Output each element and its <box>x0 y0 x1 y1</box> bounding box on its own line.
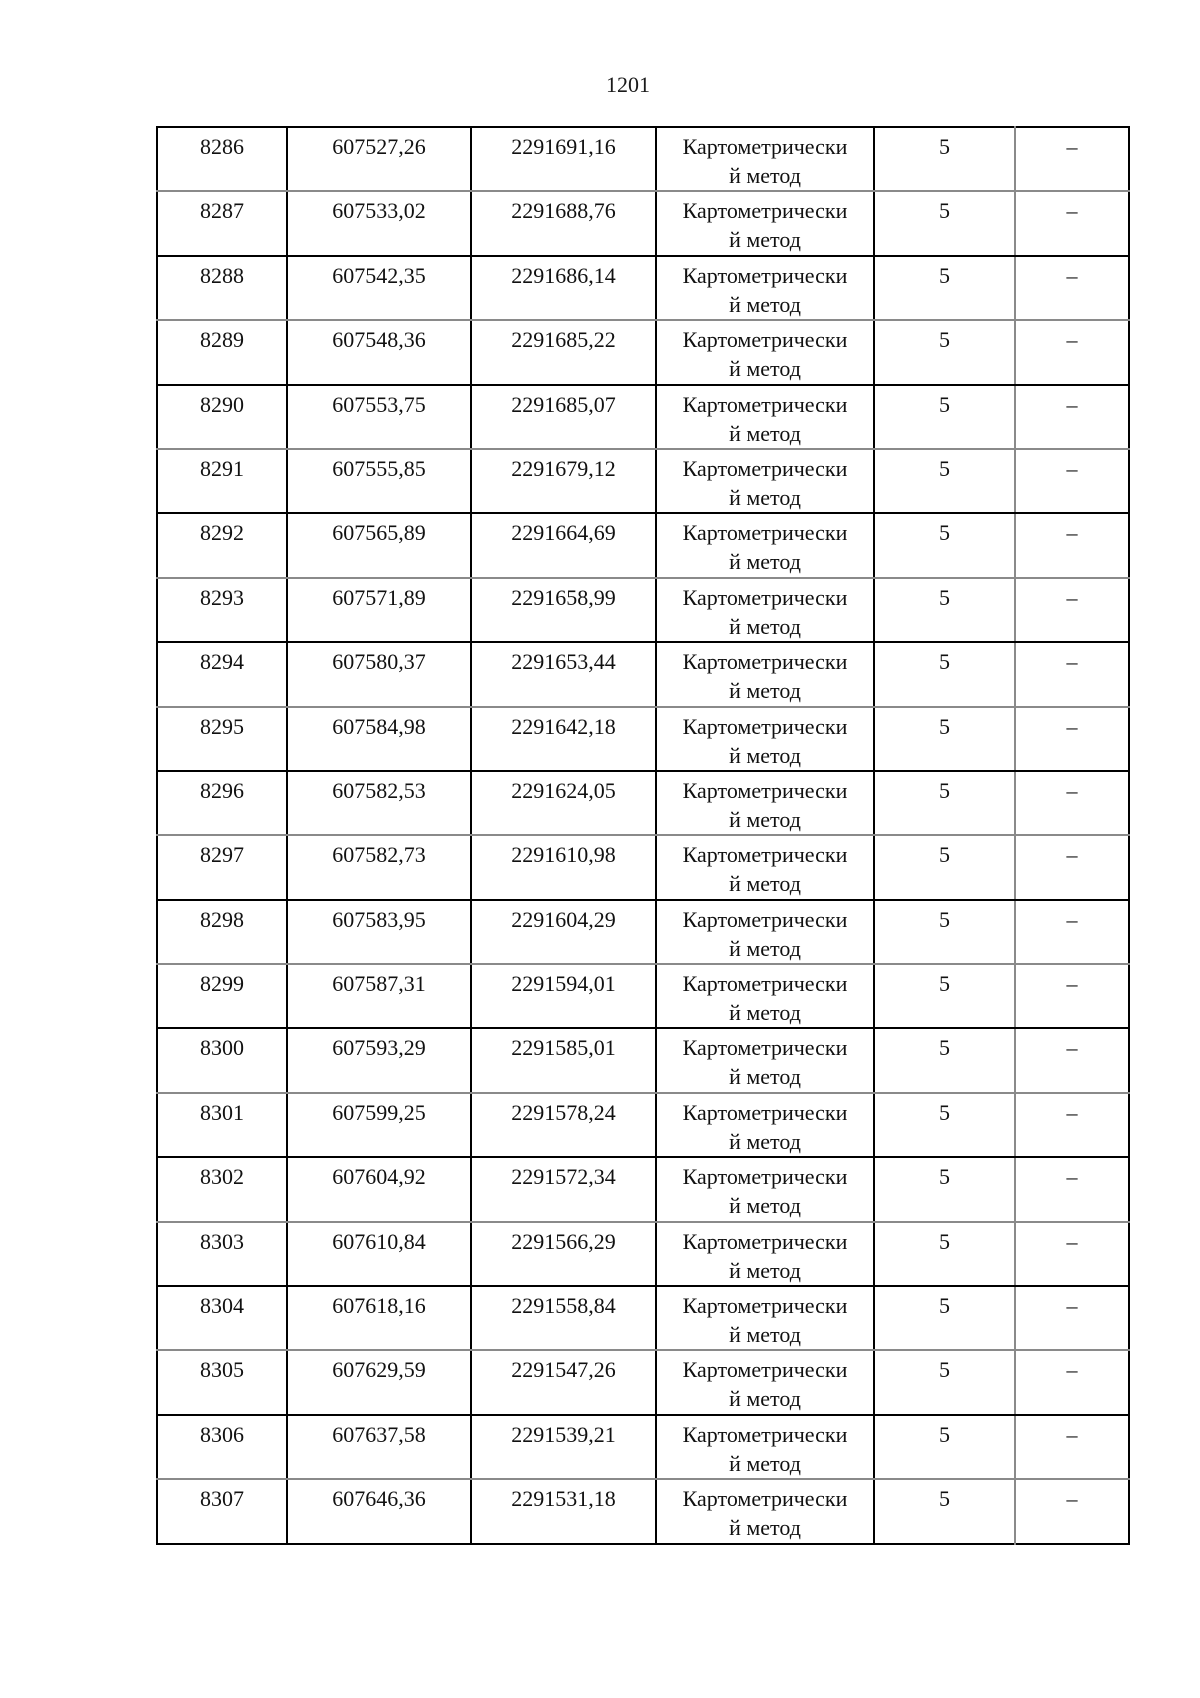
x-coordinate-cell: 607548,36 <box>287 320 471 384</box>
point-number-cell: 8297 <box>157 835 287 899</box>
y-coordinate-cell: 2291610,98 <box>471 835 656 899</box>
table-row <box>157 513 1129 577</box>
method-line: й метод <box>729 227 801 253</box>
method-cell <box>656 900 874 964</box>
coordinates-table <box>156 126 1130 1545</box>
method-cell <box>656 385 874 449</box>
table-row <box>157 1350 1129 1414</box>
y-coordinate-cell: 2291686,14 <box>471 256 656 320</box>
method-line: Картометрически <box>682 262 848 288</box>
accuracy-cell: 5 <box>874 127 1015 191</box>
note-cell: – <box>1015 1415 1129 1479</box>
accuracy-cell: 5 <box>874 513 1015 577</box>
y-coordinate-cell: 2291679,12 <box>471 449 656 513</box>
x-coordinate-cell: 607565,89 <box>287 513 471 577</box>
x-coordinate-cell: 607582,53 <box>287 771 471 835</box>
method-line: й метод <box>729 420 801 446</box>
accuracy-cell: 5 <box>874 642 1015 706</box>
method-line: й метод <box>729 1193 801 1219</box>
x-coordinate-cell: 607618,16 <box>287 1286 471 1350</box>
method-line: й метод <box>729 613 801 639</box>
method-cell <box>656 1157 874 1221</box>
table-row <box>157 191 1129 255</box>
method-line: Картометрически <box>682 1486 848 1512</box>
method-line: й метод <box>729 1450 801 1476</box>
accuracy-cell: 5 <box>874 1028 1015 1092</box>
table-row <box>157 1286 1129 1350</box>
method-cell <box>656 256 874 320</box>
accuracy-cell: 5 <box>874 707 1015 771</box>
x-coordinate-cell: 607553,75 <box>287 385 471 449</box>
point-number-cell: 8290 <box>157 385 287 449</box>
method-line: Картометрически <box>682 971 848 997</box>
note-cell: – <box>1015 1222 1129 1286</box>
method-line: Картометрически <box>682 1293 848 1319</box>
method-line: Картометрически <box>682 1035 848 1061</box>
method-line: й метод <box>729 549 801 575</box>
method-line: й метод <box>729 1064 801 1090</box>
note-cell: – <box>1015 771 1129 835</box>
y-coordinate-cell: 2291685,07 <box>471 385 656 449</box>
y-coordinate-cell: 2291642,18 <box>471 707 656 771</box>
point-number-cell: 8288 <box>157 256 287 320</box>
method-line: Картометрически <box>682 584 848 610</box>
note-cell: – <box>1015 835 1129 899</box>
method-line: Картометрически <box>682 1164 848 1190</box>
method-cell <box>656 964 874 1028</box>
method-line: Картометрически <box>682 198 848 224</box>
table-row <box>157 1415 1129 1479</box>
table-row <box>157 771 1129 835</box>
point-number-cell: 8287 <box>157 191 287 255</box>
point-number-cell: 8286 <box>157 127 287 191</box>
y-coordinate-cell: 2291653,44 <box>471 642 656 706</box>
method-cell <box>656 578 874 642</box>
method-line: й метод <box>729 163 801 188</box>
accuracy-cell: 5 <box>874 1479 1015 1543</box>
method-line: Картометрически <box>682 520 848 546</box>
method-cell <box>656 1479 874 1543</box>
accuracy-cell: 5 <box>874 1415 1015 1479</box>
page-number: 1201 <box>606 72 650 97</box>
x-coordinate-cell: 607604,92 <box>287 1157 471 1221</box>
method-cell <box>656 449 874 513</box>
point-number-cell: 8301 <box>157 1093 287 1157</box>
point-number-cell: 8299 <box>157 964 287 1028</box>
x-coordinate-cell: 607580,37 <box>287 642 471 706</box>
x-coordinate-cell: 607584,98 <box>287 707 471 771</box>
method-line: й метод <box>729 742 801 768</box>
method-cell <box>656 1093 874 1157</box>
x-coordinate-cell: 607542,35 <box>287 256 471 320</box>
note-cell: – <box>1015 1350 1129 1414</box>
method-line: Картометрически <box>682 1228 848 1254</box>
method-line: Картометрически <box>682 391 848 417</box>
note-cell: – <box>1015 191 1129 255</box>
y-coordinate-cell: 2291572,34 <box>471 1157 656 1221</box>
table-row <box>157 1157 1129 1221</box>
x-coordinate-cell: 607587,31 <box>287 964 471 1028</box>
note-cell: – <box>1015 578 1129 642</box>
method-cell <box>656 127 874 191</box>
x-coordinate-cell: 607571,89 <box>287 578 471 642</box>
point-number-cell: 8300 <box>157 1028 287 1092</box>
table-row <box>157 1222 1129 1286</box>
y-coordinate-cell: 2291691,16 <box>471 127 656 191</box>
point-number-cell: 8306 <box>157 1415 287 1479</box>
method-cell <box>656 1415 874 1479</box>
accuracy-cell: 5 <box>874 771 1015 835</box>
table-row <box>157 320 1129 384</box>
table-row <box>157 1479 1129 1543</box>
method-line: Картометрически <box>682 842 848 868</box>
method-line: Картометрически <box>682 134 848 159</box>
table-row <box>157 835 1129 899</box>
method-line: й метод <box>729 678 801 704</box>
point-number-cell: 8298 <box>157 900 287 964</box>
method-line: Картометрически <box>682 906 848 932</box>
method-line: й метод <box>729 871 801 897</box>
method-cell <box>656 771 874 835</box>
method-line: й метод <box>729 1322 801 1348</box>
accuracy-cell: 5 <box>874 900 1015 964</box>
accuracy-cell: 5 <box>874 1157 1015 1221</box>
x-coordinate-cell: 607582,73 <box>287 835 471 899</box>
accuracy-cell: 5 <box>874 578 1015 642</box>
note-cell: – <box>1015 449 1129 513</box>
x-coordinate-cell: 607629,59 <box>287 1350 471 1414</box>
table-row <box>157 449 1129 513</box>
point-number-cell: 8289 <box>157 320 287 384</box>
y-coordinate-cell: 2291604,29 <box>471 900 656 964</box>
method-line: Картометрически <box>682 1099 848 1125</box>
note-cell: – <box>1015 1157 1129 1221</box>
point-number-cell: 8291 <box>157 449 287 513</box>
method-line: й метод <box>729 356 801 382</box>
x-coordinate-cell: 607555,85 <box>287 449 471 513</box>
method-line: й метод <box>729 1128 801 1154</box>
note-cell: – <box>1015 1093 1129 1157</box>
point-number-cell: 8293 <box>157 578 287 642</box>
point-number-cell: 8294 <box>157 642 287 706</box>
accuracy-cell: 5 <box>874 1286 1015 1350</box>
x-coordinate-cell: 607646,36 <box>287 1479 471 1543</box>
note-cell: – <box>1015 707 1129 771</box>
accuracy-cell: 5 <box>874 835 1015 899</box>
accuracy-cell: 5 <box>874 1350 1015 1414</box>
method-line: Картометрически <box>682 327 848 353</box>
method-line: Картометрически <box>682 1357 848 1383</box>
accuracy-cell: 5 <box>874 256 1015 320</box>
method-cell <box>656 642 874 706</box>
method-line: й метод <box>729 484 801 510</box>
y-coordinate-cell: 2291547,26 <box>471 1350 656 1414</box>
method-cell <box>656 513 874 577</box>
method-cell <box>656 191 874 255</box>
point-number-cell: 8296 <box>157 771 287 835</box>
note-cell: – <box>1015 900 1129 964</box>
x-coordinate-cell: 607583,95 <box>287 900 471 964</box>
x-coordinate-cell: 607533,02 <box>287 191 471 255</box>
y-coordinate-cell: 2291578,24 <box>471 1093 656 1157</box>
method-line: й метод <box>729 1000 801 1026</box>
note-cell: – <box>1015 127 1129 191</box>
table-row <box>157 900 1129 964</box>
method-cell <box>656 1028 874 1092</box>
method-line: Картометрически <box>682 455 848 481</box>
note-cell: – <box>1015 642 1129 706</box>
note-cell: – <box>1015 1028 1129 1092</box>
x-coordinate-cell: 607527,26 <box>287 127 471 191</box>
method-line: й метод <box>729 1257 801 1283</box>
y-coordinate-cell: 2291585,01 <box>471 1028 656 1092</box>
point-number-cell: 8303 <box>157 1222 287 1286</box>
x-coordinate-cell: 607599,25 <box>287 1093 471 1157</box>
note-cell: – <box>1015 964 1129 1028</box>
x-coordinate-cell: 607610,84 <box>287 1222 471 1286</box>
accuracy-cell: 5 <box>874 1093 1015 1157</box>
note-cell: – <box>1015 320 1129 384</box>
method-cell <box>656 320 874 384</box>
method-cell <box>656 1286 874 1350</box>
table-row <box>157 256 1129 320</box>
method-line: Картометрически <box>682 649 848 675</box>
y-coordinate-cell: 2291624,05 <box>471 771 656 835</box>
note-cell: – <box>1066 1486 1078 1512</box>
table-row <box>157 707 1129 771</box>
method-line: й метод <box>729 806 801 832</box>
y-coordinate-cell: 2291664,69 <box>471 513 656 577</box>
method-cell <box>656 835 874 899</box>
y-coordinate-cell: 2291558,84 <box>471 1286 656 1350</box>
method-cell <box>656 1222 874 1286</box>
point-number-cell: 8292 <box>157 513 287 577</box>
method-line: Картометрически <box>682 1421 848 1447</box>
accuracy-cell: 5 <box>874 449 1015 513</box>
point-number-cell: 8307 <box>157 1479 287 1543</box>
note-cell: – <box>1015 256 1129 320</box>
y-coordinate-cell: 2291688,76 <box>471 191 656 255</box>
table-row <box>157 964 1129 1028</box>
y-coordinate-cell: 2291566,29 <box>471 1222 656 1286</box>
accuracy-cell: 5 <box>874 191 1015 255</box>
table-row <box>157 1093 1129 1157</box>
table-row <box>157 385 1129 449</box>
x-coordinate-cell: 607593,29 <box>287 1028 471 1092</box>
point-number-cell: 8304 <box>157 1286 287 1350</box>
accuracy-cell: 5 <box>874 964 1015 1028</box>
method-line: й метод <box>729 935 801 961</box>
x-coordinate-cell: 607637,58 <box>287 1415 471 1479</box>
y-coordinate-cell: 2291594,01 <box>471 964 656 1028</box>
y-coordinate-cell: 2291531,18 <box>471 1479 656 1543</box>
point-number-cell: 8302 <box>157 1157 287 1221</box>
table-row <box>157 127 1129 191</box>
method-line: й метод <box>729 1386 801 1412</box>
method-cell <box>656 1350 874 1414</box>
y-coordinate-cell: 2291658,99 <box>471 578 656 642</box>
accuracy-cell: 5 <box>874 1222 1015 1286</box>
method-line: Картометрически <box>682 713 848 739</box>
accuracy-cell: 5 <box>874 385 1015 449</box>
y-coordinate-cell: 2291539,21 <box>471 1415 656 1479</box>
point-number-cell: 8295 <box>157 707 287 771</box>
point-number-cell: 8305 <box>157 1350 287 1414</box>
y-coordinate-cell: 2291685,22 <box>471 320 656 384</box>
method-line: Картометрически <box>682 777 848 803</box>
note-cell: – <box>1015 385 1129 449</box>
table-row <box>157 1028 1129 1092</box>
method-cell <box>656 707 874 771</box>
table-row <box>157 578 1129 642</box>
method-line: й метод <box>729 1515 801 1541</box>
note-cell: – <box>1015 1286 1129 1350</box>
table-row <box>157 642 1129 706</box>
accuracy-cell: 5 <box>874 320 1015 384</box>
method-line: й метод <box>729 291 801 317</box>
note-cell: – <box>1015 513 1129 577</box>
